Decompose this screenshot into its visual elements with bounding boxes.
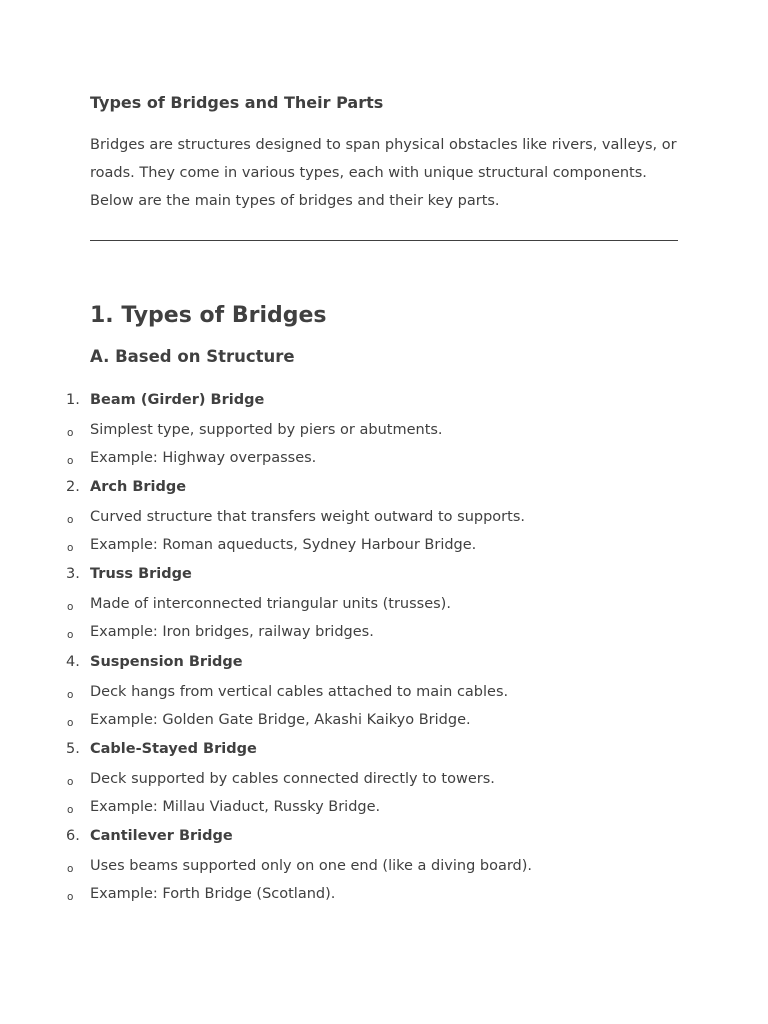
list-item xyxy=(0,560,768,647)
detail-line xyxy=(0,533,768,561)
bullet-icon: o xyxy=(67,890,74,903)
intro-paragraph: Bridges are structures designed to span physical obstacles like rivers, valleys, or roads. They come in various types, each with unique structural components. Below are the main types of bridges and their key parts. xyxy=(90,137,677,209)
bullet-icon: o xyxy=(67,862,74,875)
detail-line xyxy=(0,418,768,446)
list-item xyxy=(0,648,768,735)
detail-line xyxy=(0,854,768,882)
detail-line xyxy=(0,505,768,533)
detail-line xyxy=(0,767,768,795)
bullet-icon: o xyxy=(67,542,74,555)
bridge-type-name: Cantilever Bridge xyxy=(90,827,233,844)
detail-text: Deck supported by cables connected directly to towers. xyxy=(90,770,495,787)
bullet-icon: o xyxy=(67,514,74,527)
detail-line xyxy=(0,592,768,620)
detail-line xyxy=(0,882,768,910)
bullet-icon: o xyxy=(67,427,74,439)
detail-text: Example: Millau Viaduct, Russky Bridge. xyxy=(90,798,381,815)
list-item xyxy=(0,735,768,822)
detail-line xyxy=(0,620,768,648)
detail-text: Example: Forth Bridge (Scotland). xyxy=(90,885,336,902)
detail-text: Example: Highway overpasses. xyxy=(90,450,317,466)
detail-text: Deck hangs from vertical cables attached to main cables. xyxy=(90,683,509,700)
item-number: 6. xyxy=(66,827,80,844)
bullet-icon: o xyxy=(67,803,74,816)
section-heading: 1. Types of Bridges xyxy=(90,303,327,328)
bullet-icon: o xyxy=(67,688,74,701)
subsection-heading: A. Based on Structure xyxy=(90,347,295,366)
detail-text: Example: Golden Gate Bridge, Akashi Kaikyo Bridge. xyxy=(90,711,471,728)
bullet-icon: o xyxy=(67,716,74,729)
bullet-icon: o xyxy=(67,775,74,788)
bridge-type-name: Suspension Bridge xyxy=(90,653,243,670)
item-number: 3. xyxy=(66,566,80,583)
detail-text: Curved structure that transfers weight outward to supports. xyxy=(90,509,525,526)
item-number: 1. xyxy=(66,392,80,408)
detail-text: Made of interconnected triangular units (trusses). xyxy=(90,596,451,613)
list-item xyxy=(0,822,768,909)
bridge-types-list xyxy=(0,386,768,909)
horizontal-divider xyxy=(90,240,678,241)
document-title: Types of Bridges and Their Parts xyxy=(90,93,384,112)
list-item xyxy=(0,473,768,560)
bridge-type-name: Arch Bridge xyxy=(90,479,187,496)
bullet-icon: o xyxy=(67,629,74,642)
bridge-type-name: Cable-Stayed Bridge xyxy=(90,740,257,757)
detail-text: Example: Roman aqueducts, Sydney Harbour Bridge. xyxy=(90,537,477,554)
item-number: 4. xyxy=(66,653,80,670)
detail-line xyxy=(0,795,768,823)
detail-text: Simplest type, supported by piers or abutments. xyxy=(90,422,443,438)
bridge-type-name: Beam (Girder) Bridge xyxy=(90,392,265,408)
item-number: 2. xyxy=(66,479,80,496)
list-item xyxy=(0,386,768,473)
detail-line xyxy=(0,446,768,474)
bullet-icon: o xyxy=(67,601,74,614)
item-number: 5. xyxy=(66,740,80,757)
detail-text: Example: Iron bridges, railway bridges. xyxy=(90,624,374,641)
detail-text: Uses beams supported only on one end (like a diving board). xyxy=(90,857,533,874)
bullet-icon: o xyxy=(67,455,74,467)
detail-line xyxy=(0,680,768,708)
detail-line xyxy=(0,708,768,736)
bridge-type-name: Truss Bridge xyxy=(90,566,192,583)
